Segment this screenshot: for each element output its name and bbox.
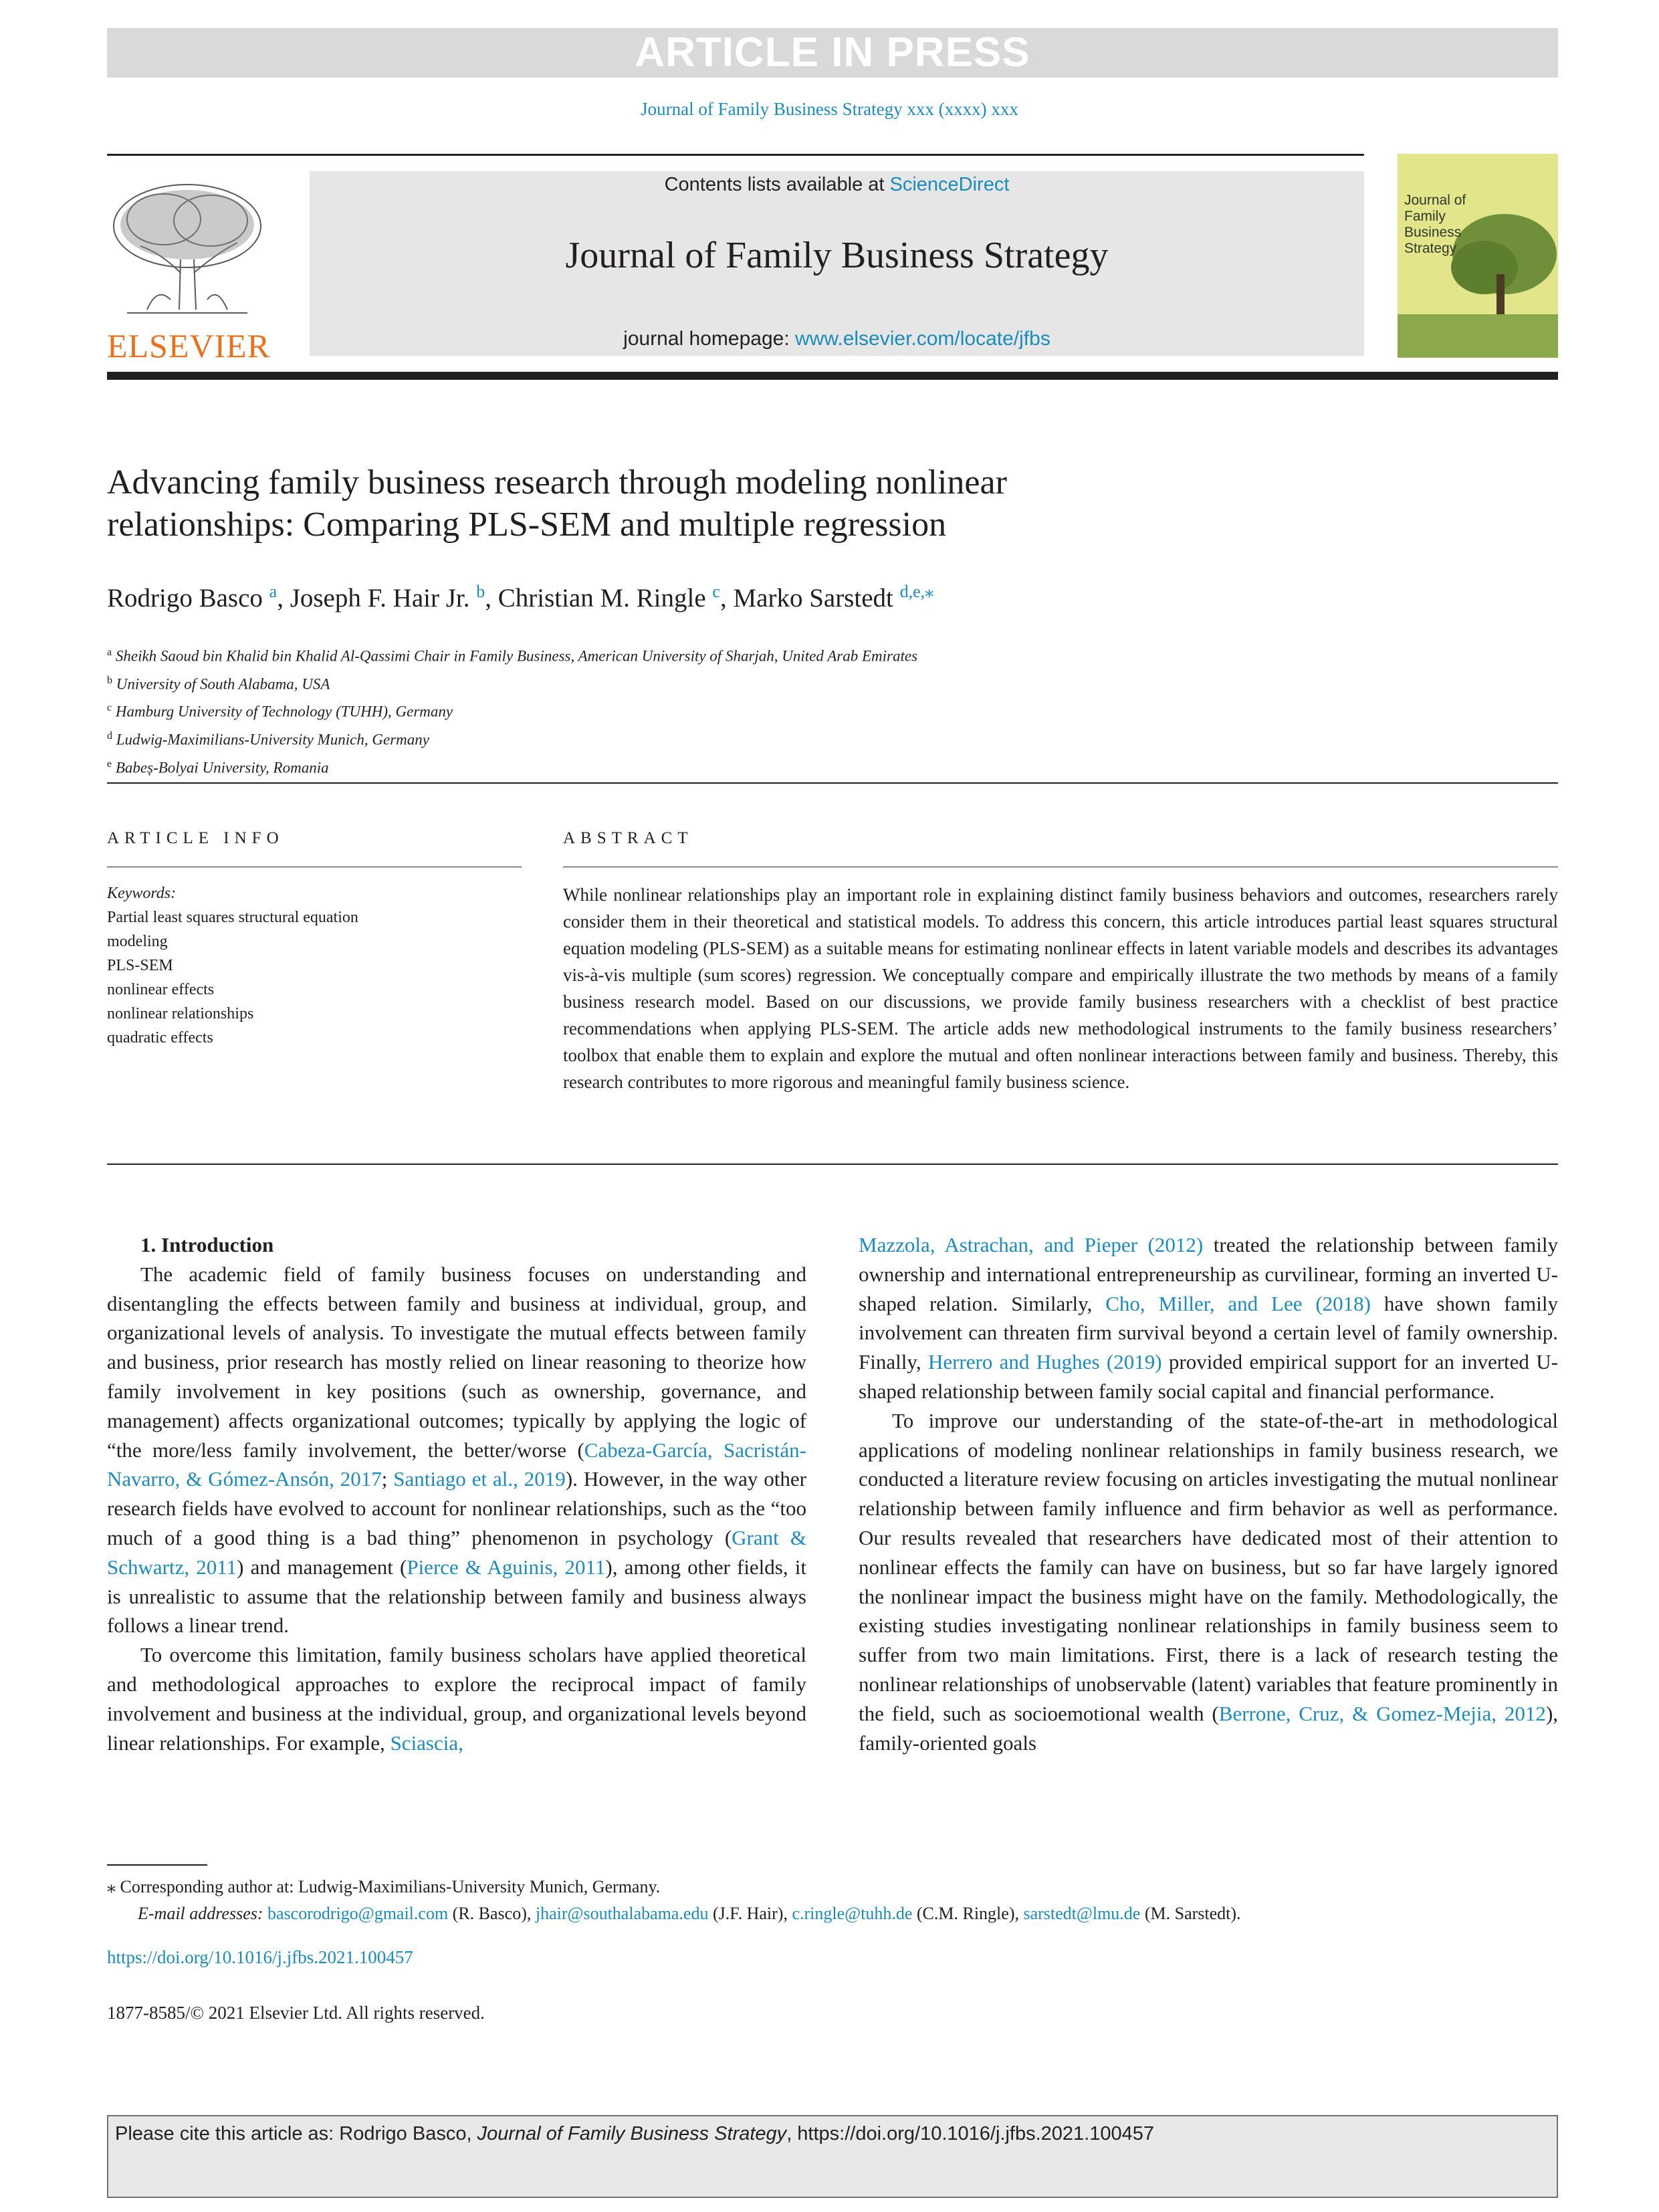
- cite-suffix: , https://doi.org/10.1016/j.jfbs.2021.100457: [786, 2123, 1154, 2144]
- sciencedirect-link[interactable]: ScienceDirect: [889, 174, 1010, 195]
- text-run: (R. Basco),: [448, 1904, 536, 1923]
- keyword-item: PLS-SEM: [107, 957, 173, 974]
- citation-link[interactable]: Cabeza-García, Sacristán-Navarro, & Gómez-Ansón, 2017: [107, 1438, 807, 1491]
- affiliation-mark: e: [107, 758, 112, 770]
- copyright-line: 1877-8585/© 2021 Elsevier Ltd. All rights reserved.: [107, 2003, 485, 2023]
- doi-link[interactable]: https://doi.org/10.1016/j.jfbs.2021.100457: [107, 1947, 413, 1967]
- affiliation-mark: d: [107, 730, 112, 742]
- article-in-press-banner: ARTICLE IN PRESS: [107, 28, 1558, 78]
- masthead-bottom-rule: [107, 372, 1558, 380]
- text-run: (J.F. Hair),: [708, 1904, 792, 1923]
- body-left-column: [107, 1230, 806, 1757]
- section-heading-introduction: 1. Introduction: [140, 1233, 274, 1256]
- citation-link[interactable]: Santiago et al., 2019: [393, 1467, 566, 1491]
- text-run: ). However, in the way other research fields have evolved to account for nonlinear relationships, such as the “too much of a good thing is a bad thing” phenomenon in psychology (: [107, 1467, 806, 1549]
- citation-link[interactable]: bascorodrigo@gmail.com: [267, 1904, 449, 1923]
- abstract-text: While nonlinear relationships play an important role in explaining distinct family business behaviors and outcomes, researchers rarely consider them in their theoretical and statistical models. To address this concern, this article introduces partial least squares structural equation modeling (PLS-SEM) as a suitable means for estimating nonlinear effects in latent variable models and describes its advantages vis-à-vis multiple (sum scores) regression. We conceptually compare and empirically illustrate the two methods by means of a family business research model. Based on our discussions, we provide family business researchers with a checklist of best practice recommendations when applying PLS-SEM. The article adds new methodological instruments to the family business researchers’ toolbox that enable them to explain and explore the mutual and often nonlinear interactions between family and business. Thereby, this research contributes to more rigorous and meaningful family business science.: [563, 885, 1558, 1092]
- text-run: (C.M. Ringle),: [912, 1904, 1024, 1923]
- author-name[interactable]: Christian M. Ringle: [497, 584, 706, 613]
- email-label: E-mail addresses:: [138, 1904, 268, 1923]
- cover-title-line: Business: [1404, 225, 1462, 240]
- body-paragraph: [107, 1260, 806, 1640]
- cite-journal: Journal of Family Business Strategy: [477, 2123, 787, 2144]
- article-info-label: ARTICLE INFO: [107, 829, 284, 847]
- citation-link[interactable]: Berrone, Cruz, & Gomez-Mejia, 2012: [1218, 1701, 1546, 1725]
- author-separator: ,: [277, 584, 290, 613]
- title-line: relationships: Comparing PLS-SEM and multiple regression: [107, 506, 947, 544]
- citation-link[interactable]: Sciascia,: [390, 1731, 463, 1755]
- text-run: treated the relationship between family ownership and international entrepreneurship as curvilinear, forming an inverted U-shaped relation. Similarly,: [859, 1233, 1558, 1315]
- text-run: provided empirical support for an inverted U-shaped relationship between family social capital and financial performance.: [859, 1350, 1558, 1403]
- text-run: To improve our understanding of the state-of-the-art in methodological applications of modeling nonlinear relationships in family business research, we conducted a literature review focusing on articles investigating the mutual nonlinear relationship between family influence and firm behavior as well as performance. Our results revealed that researchers have dedicated most of their attention to nonlinear effects the family can have on business, but so far have largely ignored the nonlinear impact the business might have on the family. Methodologically, the existing studies investigating nonlinear relationships in family business seem to suffer from two main limitations. First, there is a lack of research testing the nonlinear relationships of unobservable (latent) variables that feature prominently in the field, such as socioemotional wealth (: [859, 1408, 1558, 1725]
- corresponding-author-note: ⁎ Corresponding author at: Ludwig-Maximilians-University Munich, Germany.: [107, 1877, 661, 1896]
- email-addresses-note: [138, 1900, 1609, 1927]
- author-affiliation-mark[interactable]: a: [269, 582, 278, 601]
- author-affiliation-mark[interactable]: c: [712, 582, 720, 601]
- elsevier-wordmark: ELSEVIER: [106, 327, 271, 364]
- keyword-item: nonlinear effects: [107, 981, 215, 998]
- text-run: ) and management (: [237, 1555, 407, 1579]
- affiliation-item: [107, 752, 1511, 780]
- affiliation-mark: a: [107, 647, 112, 658]
- author-separator: ,: [720, 584, 734, 613]
- citation-link[interactable]: Pierce & Aguinis, 2011: [407, 1555, 606, 1579]
- affiliation-mark: b: [107, 674, 112, 686]
- text-run: The academic field of family business focuses on understanding and disentangling the effects between family and business at individual, group, and organizational levels of analysis. To investigate the mutual effects between family and business, prior research has mostly relied on linear reasoning to theorize how family involvement in key positions (such as ownership, governance, and management) affects organizational outcomes; typically by applying the logic of “the more/less family involvement, the better/worse (: [107, 1262, 806, 1462]
- homepage-prefix: journal homepage:: [623, 328, 796, 350]
- affiliation-mark: c: [107, 702, 112, 714]
- text-run: ), family-oriented goals: [859, 1701, 1559, 1755]
- affiliation-item: [107, 724, 1511, 752]
- author-list: [107, 582, 1444, 613]
- keyword-item: nonlinear relationships: [107, 1005, 254, 1022]
- text-run: (M. Sarstedt).: [1140, 1904, 1241, 1923]
- citation-link[interactable]: Grant & Schwartz, 2011: [107, 1525, 806, 1579]
- homepage-link[interactable]: www.elsevier.com/locate/jfbs: [795, 328, 1050, 350]
- affiliation-text: Babeș-Bolyai University, Romania: [115, 759, 329, 776]
- body-paragraph: [859, 1406, 1558, 1758]
- body-paragraph: [859, 1230, 1558, 1406]
- body-right-column: [859, 1230, 1558, 1757]
- keyword-item: Partial least squares structural equation: [107, 909, 358, 926]
- journal-citation-line[interactable]: Journal of Family Business Strategy xxx (xxxx) xxx: [641, 99, 1018, 119]
- affiliation-text: Ludwig-Maximilians-University Munich, Germany: [116, 731, 429, 748]
- author-name[interactable]: Rodrigo Basco: [107, 584, 263, 613]
- abstract-bottom-rule: [107, 1164, 1558, 1165]
- journal-homepage-line: [310, 328, 1364, 350]
- masthead-journal-title: Journal of Family Business Strategy: [565, 235, 1109, 276]
- footnote-rule: [107, 1864, 207, 1866]
- abstract-label: ABSTRACT: [563, 829, 693, 847]
- text-run: ), among other fields, it is unrealistic to assume that the relationship between family and business always follows a linear trend.: [107, 1555, 806, 1638]
- affiliation-item: [107, 669, 1511, 697]
- paper-title: [107, 461, 1377, 546]
- affiliation-item: [107, 696, 1511, 724]
- cite-this-article-box: [107, 2115, 1558, 2198]
- author-name[interactable]: Joseph F. Hair Jr.: [290, 584, 470, 613]
- title-line: Advancing family business research through modeling nonlinear: [107, 463, 1007, 502]
- journal-cover-thumbnail: [1398, 154, 1558, 358]
- affiliation-list: [107, 641, 1511, 780]
- text-run: have shown family involvement can threaten firm survival beyond a certain level of family ownership. Finally,: [859, 1291, 1559, 1374]
- citation-link[interactable]: jhair@southalabama.edu: [535, 1904, 709, 1923]
- author-affiliation-mark[interactable]: b: [476, 582, 485, 601]
- author-separator: ,: [485, 584, 498, 613]
- contents-available-line: [310, 174, 1364, 196]
- citation-link[interactable]: c.ringle@tuhh.de: [792, 1904, 913, 1923]
- citation-link[interactable]: Herrero and Hughes (2019): [927, 1350, 1162, 1374]
- keywords-block: [107, 881, 522, 1050]
- affiliation-text: Hamburg University of Technology (TUHH), Germany: [115, 703, 453, 720]
- affiliations-rule: [107, 782, 1558, 784]
- cite-prefix: Please cite this article as: Rodrigo Basco,: [115, 2123, 477, 2144]
- affiliation-text: Sheikh Saoud bin Khalid bin Khalid Al-Qassimi Chair in Family Business, American University of Sharjah, United Arab Emirates: [115, 647, 918, 665]
- text-run: ;: [381, 1467, 394, 1491]
- keyword-item: quadratic effects: [107, 1029, 213, 1046]
- keyword-item: modeling: [107, 933, 168, 950]
- text-run: To overcome this limitation, family business scholars have applied theoretical and methodological approaches to explore the reciprocal impact of family involvement and business at the individual, group, and organizational levels beyond linear relationships. For example,: [107, 1643, 806, 1755]
- citation-link[interactable]: sarstedt@lmu.de: [1023, 1904, 1141, 1923]
- citation-link[interactable]: Cho, Miller, and Lee (2018): [1105, 1291, 1371, 1315]
- cover-title: [1404, 193, 1466, 257]
- keywords-heading: Keywords:: [107, 885, 177, 902]
- author-name[interactable]: Marko Sarstedt: [733, 584, 893, 613]
- cover-title-line: Strategy: [1404, 241, 1457, 256]
- email-list: [267, 1904, 1241, 1923]
- affiliation-item: [107, 641, 1511, 669]
- citation-link[interactable]: Mazzola, Astrachan, and Pieper (2012): [859, 1233, 1204, 1256]
- author-affiliation-mark[interactable]: d,e,⁎: [899, 582, 934, 601]
- cite-text: [115, 2123, 1154, 2145]
- cover-title-line: Journal of: [1404, 193, 1466, 208]
- contents-prefix: Contents lists available at: [664, 174, 890, 195]
- header-rule: [107, 154, 1364, 156]
- body-paragraph: [107, 1640, 806, 1757]
- affiliation-text: University of South Alabama, USA: [116, 675, 330, 693]
- cover-title-line: Family: [1404, 209, 1446, 224]
